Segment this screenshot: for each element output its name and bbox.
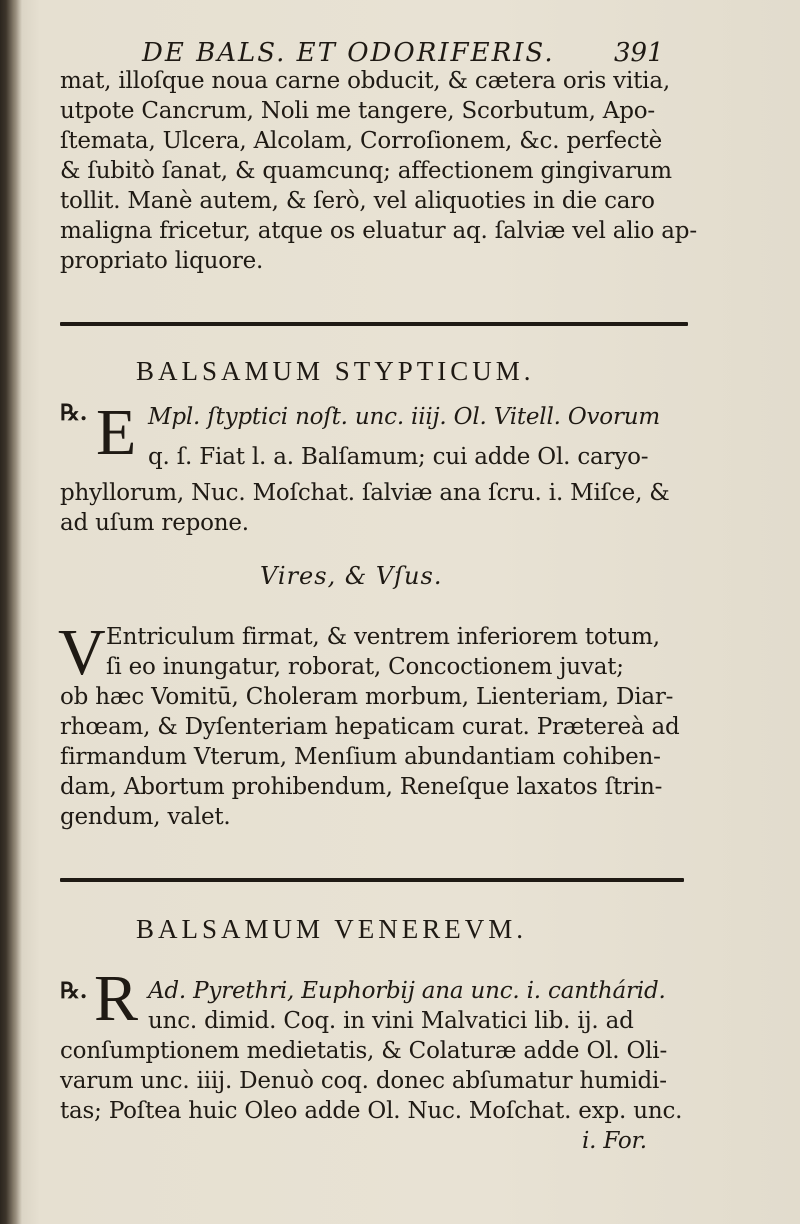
vires-line: gendum, valet. (60, 804, 231, 830)
vires-line: rhœam, & Dyſenteriam hepaticam curat. Prætereà ad (60, 714, 680, 740)
vires-line: ob hæc Vomitū, Choleram morbum, Lienteriam, Diar- (60, 684, 674, 710)
recipe-line: phyllorum, Nuc. Moſchat. ſalviæ ana ſcru. i. Miſce, & (60, 480, 670, 506)
intro-line: utpote Cancrum, Noli me tangere, Scorbutum, Apo- (60, 98, 655, 124)
section-divider (60, 878, 684, 882)
vires-line: firmandum Vterum, Menſium abundantiam cohiben- (60, 744, 661, 770)
recipe-line: conſumptionem medietatis, & Colaturæ adde Ol. Oli- (60, 1038, 668, 1064)
recipe-line: unc. dimid. Coq. in vini Malvatici lib. ij. ad (148, 1008, 634, 1034)
drop-cap: V (58, 616, 106, 689)
recipe-line: Ad. Pyrethri, Euphorbij ana unc. i. canthárid. (148, 978, 666, 1004)
page-number: 391 (614, 38, 664, 68)
section-title-stypticum: BALSAMUM STYPTICUM. (136, 356, 535, 386)
vires-line: ſi eo inungatur, roborat, Concoctionem juvat; (106, 654, 624, 680)
recipe-line: q. ſ. Fiat l. a. Balſamum; cui adde Ol. caryo- (148, 444, 649, 470)
subsection-heading-vires: Vires, & Vſus. (260, 562, 443, 590)
recipe-line: i. For. (582, 1128, 647, 1154)
intro-line: maligna fricetur, atque os eluatur aq. ſalviæ vel alio ap- (60, 218, 697, 244)
section-divider (60, 322, 688, 326)
section-title-venereum: BALSAMUM VENEREVM. (136, 914, 528, 944)
running-head: DE BALS. ET ODORIFERIS. (142, 38, 555, 68)
recipe-line: ad uſum repone. (60, 510, 249, 536)
intro-line: & ſubitò ſanat, & quamcunq; affectionem gingivarum (60, 158, 672, 184)
intro-line: tollit. Manè autem, & ſerò, vel aliquoties in die caro (60, 188, 655, 214)
vires-line: dam, Abortum prohibendum, Reneſque laxatos ſtrin- (60, 774, 663, 800)
intro-line: ſtemata, Ulcera, Alcolam, Corroſionem, &c. perfectè (60, 128, 663, 154)
drop-cap: R (94, 962, 139, 1035)
recipe-line: tas; Poſtea huic Oleo adde Ol. Nuc. Moſchat. exp. unc. (60, 1098, 683, 1124)
recipe-mark: ℞. (60, 978, 88, 1004)
book-gutter (0, 0, 22, 1224)
recipe-line: varum unc. iiij. Denuò coq. donec abſumatur humidi- (60, 1068, 667, 1094)
vires-line: Entriculum firmat, & ventrem inferiorem totum, (106, 624, 660, 650)
recipe-mark: ℞. (60, 400, 88, 426)
drop-cap: E (96, 396, 137, 469)
intro-line: mat, illoſque noua carne obducit, & cætera oris vitia, (60, 68, 670, 94)
intro-line: propriato liquore. (60, 248, 264, 274)
recipe-line: Mpl. ſtyptici noſt. unc. iiij. Ol. Vitell. Ovorum (148, 404, 660, 430)
